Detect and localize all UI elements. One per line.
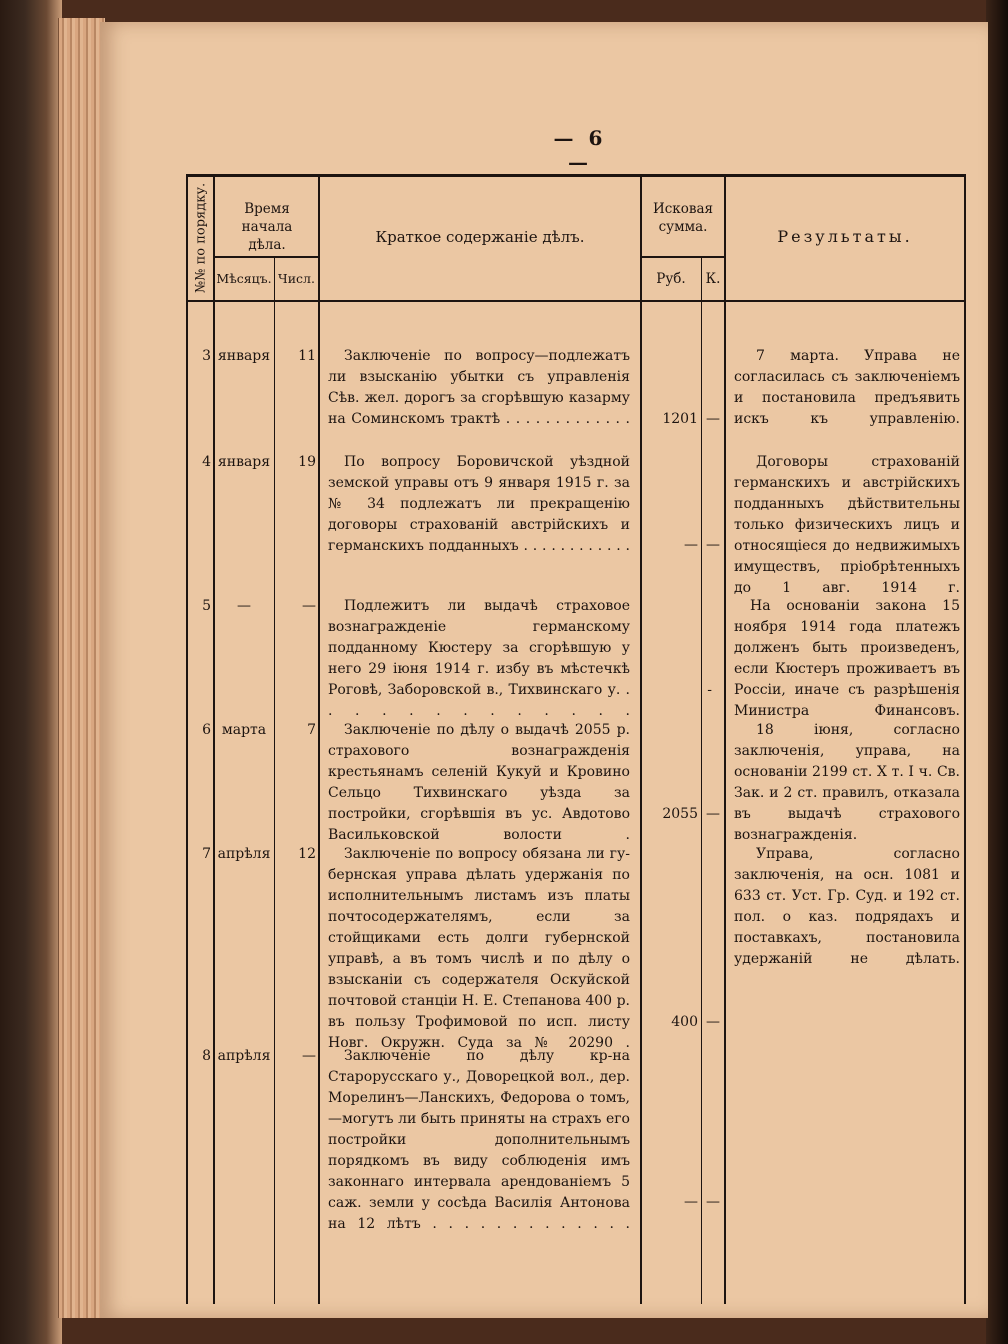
- row-summary: Заключеніе по дѣлу кр-на Старорусскаго у., Доворецкой вол., дер. Морелинъ—Ланскихъ, Федорова о томъ,—могутъ ли быть приняты на страхъ его постройки дополнительнымъ порядкомъ въ виду соблюденія имъ законнаго интервала арендованіемъ 5 саж. земли у сосѣда Василія Антонова на 12 лѣтъ . . . . . . . . . . . . .: [328, 1048, 630, 1232]
- col-line-claim: [724, 174, 726, 1304]
- row-amount-rub: -: [707, 682, 712, 698]
- header-time: Время начала дѣла.: [241, 201, 293, 253]
- row-summary: Заключеніе по вопросу—подлежатъ ли взысканію убытки съ управленія Сѣв. жел. дорогъ за сгорѣвшую казарму на Соминскомъ трактѣ . . . . . . . . . . . . .: [328, 348, 630, 427]
- header-bottom-rule: [186, 300, 966, 302]
- row-result: 7 марта. Управа не согласилась съ заключеніемъ и постановила предъявить искъ къ управленію.: [734, 348, 960, 427]
- header-month: Мѣсяцъ.: [216, 271, 272, 286]
- col-line-day: [318, 174, 320, 1304]
- col-line-summary: [640, 174, 642, 1304]
- row-amount-rub: 400: [671, 1014, 698, 1030]
- header-summary: Краткое содержаніе дѣлъ.: [375, 228, 585, 246]
- row-amount-kop: —: [706, 537, 720, 553]
- row-result: Управа, согласно заключенія, на осн. 1081 и 633 ст. Уст. Гр. Суд. и 192 ст. пол. о каз. подрядахъ и поставкахъ, постановила удержаній не дѣлать.: [734, 846, 960, 967]
- header-kop: К.: [705, 271, 721, 287]
- row-number: 6: [202, 722, 211, 738]
- row-number: 5: [202, 598, 211, 614]
- row-month: января: [217, 454, 271, 470]
- row-result: [734, 1046, 960, 1067]
- row-month: —: [237, 598, 251, 614]
- row-amount-kop: —: [706, 1194, 720, 1210]
- page-number: — 6 —: [553, 126, 607, 174]
- row-summary: По вопросу Боровичской уѣздной земской управы отъ 9 января 1915 г. за № 34 подлежатъ ли прекращенію договоры страхованій австрійскихъ и германскихъ подданныхъ . . . . . . . . . . . .: [328, 454, 630, 554]
- header-claim: Исковая сумма.: [652, 201, 714, 235]
- row-month: апрѣля: [217, 1048, 271, 1064]
- header-number: №№ по порядку.: [193, 182, 209, 294]
- row-number: 7: [202, 846, 211, 862]
- row-summary: Заключеніе по вопросу обязана ли губернская управа дѣлать удержанія по исполнительнымъ листамъ изъ платы почтосодержателямъ, если за стойщиками есть долги губернской управѣ, а въ томъ числѣ и по дѣлу о взысканіи съ содержателя Оскуйской почтовой станціи Н. Е. Степанова 400 р. въ пользу Трофимовой по исп. листу Новг. Окружн. Суда за № 20290 .: [328, 846, 630, 1051]
- claim-subheader-rule: [641, 256, 725, 258]
- header-results: Результаты.: [777, 227, 913, 246]
- row-amount-kop: —: [706, 806, 720, 822]
- col-line-month: [274, 256, 275, 1304]
- col-line-left: [186, 174, 188, 1304]
- table-top-rule: [186, 174, 966, 177]
- row-amount-rub: —: [684, 537, 698, 553]
- row-amount-kop: —: [706, 1014, 720, 1030]
- row-summary: Заключеніе по дѣлу о выдачѣ 2055 р. страхового вознагражденія крестьянамъ селеній Кукуй и Кровино Сельцо Тихвинскаго уѣзда за постройки, сгорѣвшія въ ус. Авдотово Васильковской волости .: [328, 722, 630, 843]
- page-stack-edge: [58, 18, 105, 1318]
- row-month: апрѣля: [217, 846, 271, 862]
- row-amount-rub: —: [684, 1194, 698, 1210]
- row-day: 12: [298, 846, 316, 862]
- row-summary: Подлежитъ ли выдачѣ страховое вознагражденіе германскому подданному Кюстеру за сгорѣвшую у него 29 іюня 1914 г. избу въ мѣстечкѣ Роговѣ, Заборовской в., Тихвинскаго у. . . . . . . . . . . . . .: [328, 598, 630, 719]
- row-month: марта: [221, 722, 267, 738]
- header-rub: Руб.: [656, 271, 686, 287]
- row-day: 7: [307, 722, 316, 738]
- row-month: января: [217, 348, 271, 364]
- row-result: На основаніи закона 15 ноября 1914 года платежъ долженъ быть произведенъ, если Кюстеръ проживаетъ въ Россіи, иначе съ разрѣшенія Министра Финансовъ.: [734, 598, 960, 719]
- row-result: 18 іюня, согласно заключенія, управа, на основаніи 2199 ст. X т. I ч. Св. Зак. и 2 ст. правилъ, отказала въ выдачѣ страхового вознагражденія.: [734, 722, 960, 843]
- row-day: 11: [298, 348, 316, 364]
- row-number: 3: [202, 348, 211, 364]
- row-amount-kop: —: [706, 411, 720, 427]
- row-number: 8: [202, 1048, 211, 1064]
- book-right-edge: [986, 0, 1008, 1344]
- row-day: 19: [298, 454, 316, 470]
- row-day: —: [302, 1048, 316, 1064]
- row-result: Договоры страхованій германскихъ и австрійскихъ подданныхъ дѣйствительны только физическихъ лицъ и относящіеся до недвижимыхъ имуществъ, пріобрѣтенныхъ до 1 авг. 1914 г.: [734, 454, 960, 596]
- header-day: Числ.: [278, 271, 315, 286]
- row-number: 4: [202, 454, 211, 470]
- col-line-right: [964, 174, 966, 1304]
- book-spine: [0, 0, 62, 1344]
- row-day: —: [302, 598, 316, 614]
- time-subheader-rule: [214, 256, 318, 258]
- row-amount-rub: 1201: [662, 411, 698, 427]
- row-amount-rub: 2055: [662, 806, 698, 822]
